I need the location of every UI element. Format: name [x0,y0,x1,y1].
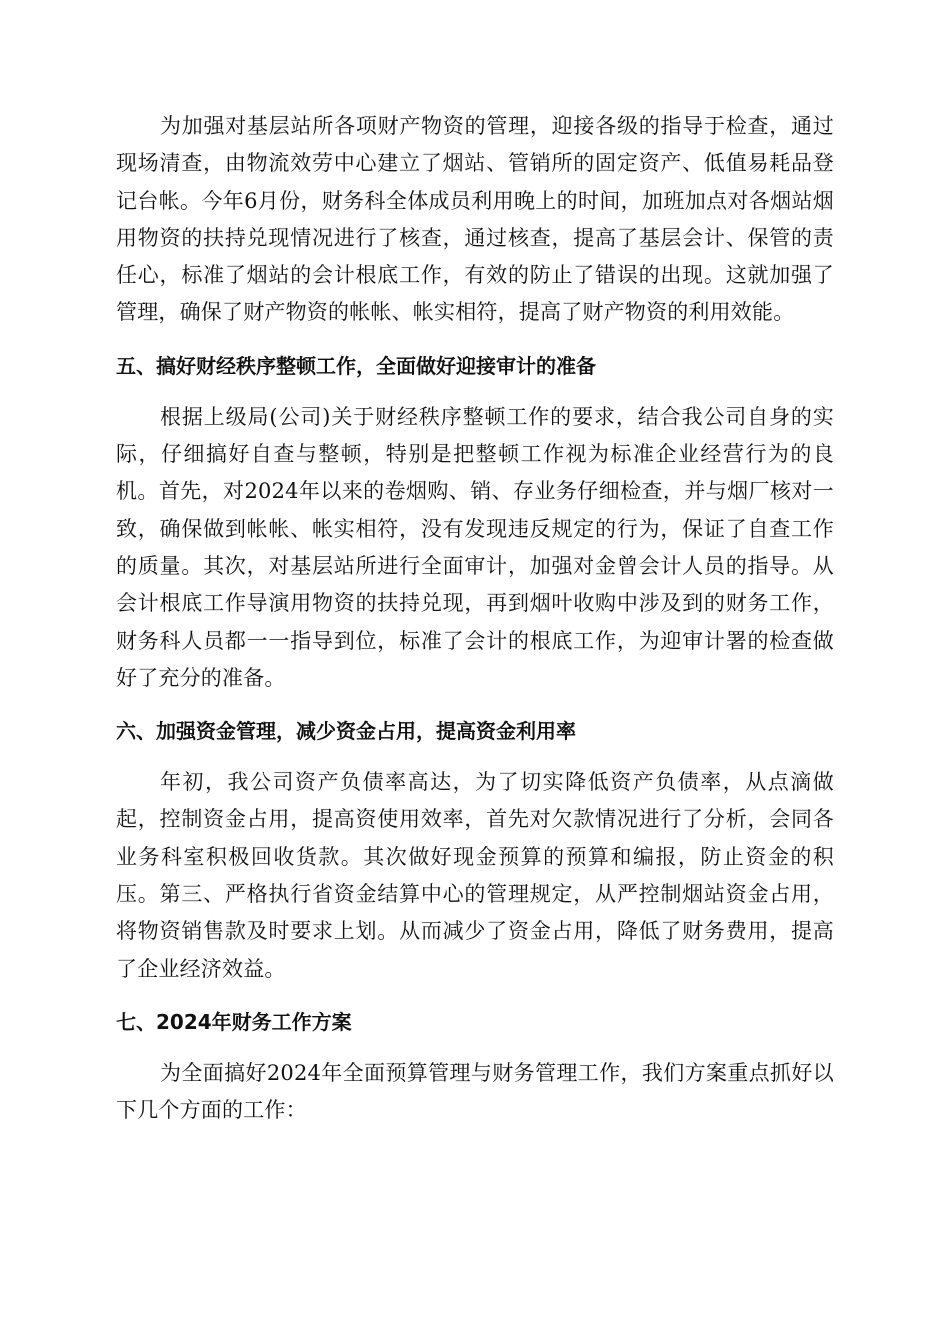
section-heading-6: 六、加强资金管理，减少资金占用，提高资金利用率 [116,719,576,744]
section-heading-7: 七、2024年财务工作方案 [116,1009,352,1034]
paragraph-fund-management: 年初，我公司资产负债率高达，为了切实降低资产负债率，从点滴做起，控制资金占用，提高资使用效率，首先对欠款情况进行了分析，会同各业务科室积极回收货款。其次做好现金预算的预算和编报，防止资金的积压。第三、严格执行省资金结算中心的管理规定，从严控制烟站资金占用，将物资销售款及时要求上划。从而减少了资金占用，降低了财务费用，提高了企业经济效益。 [116,770,834,981]
paragraph-asset-management: 为加强对基层站所各项财产物资的管理，迎接各级的指导于检查，通过现场清查，由物流效劳中心建立了烟站、管销所的固定资产、低值易耗品登记台帐。今年6月份，财务科全体成员利用晚上的时间，加班加点对各烟站烟用物资的扶持兑现情况进行了核查，通过核查，提高了基层会计、保管的责任心，标准了烟站的会计根底工作，有效的防止了错误的出现。这就加强了管理，确保了财产物资的帐帐、帐实相符，提高了财产物资的利用效能。 [116,114,834,325]
paragraph-work-plan: 为全面搞好2024年全面预算管理与财务管理工作，我们方案重点抓好以下几个方面的工作： [116,1060,834,1123]
document-body [116,108,834,1130]
paragraph-audit-preparation: 根据上级局(公司)关于财经秩序整顿工作的要求，结合我公司自身的实际，仔细搞好自查与整顿，特别是把整顿工作视为标准企业经营行为的良机。首先，对2024年以来的卷烟购、销、存业务仔细检查，并与烟厂核对一致，确保做到帐帐、帐实相符，没有发现违反规定的行为，保证了自查工作的质量。其次，对基层站所进行全面审计，加强对金曾会计人员的指导。从会计根底工作导演用物资的扶持兑现，再到烟叶收购中涉及到的财务工作，财务科人员都一一指导到位，标准了会计的根底工作，为迎审计署的检查做好了充分的准备。 [116,404,834,690]
section-heading-5: 五、搞好财经秩序整顿工作，全面做好迎接审计的准备 [116,353,596,378]
